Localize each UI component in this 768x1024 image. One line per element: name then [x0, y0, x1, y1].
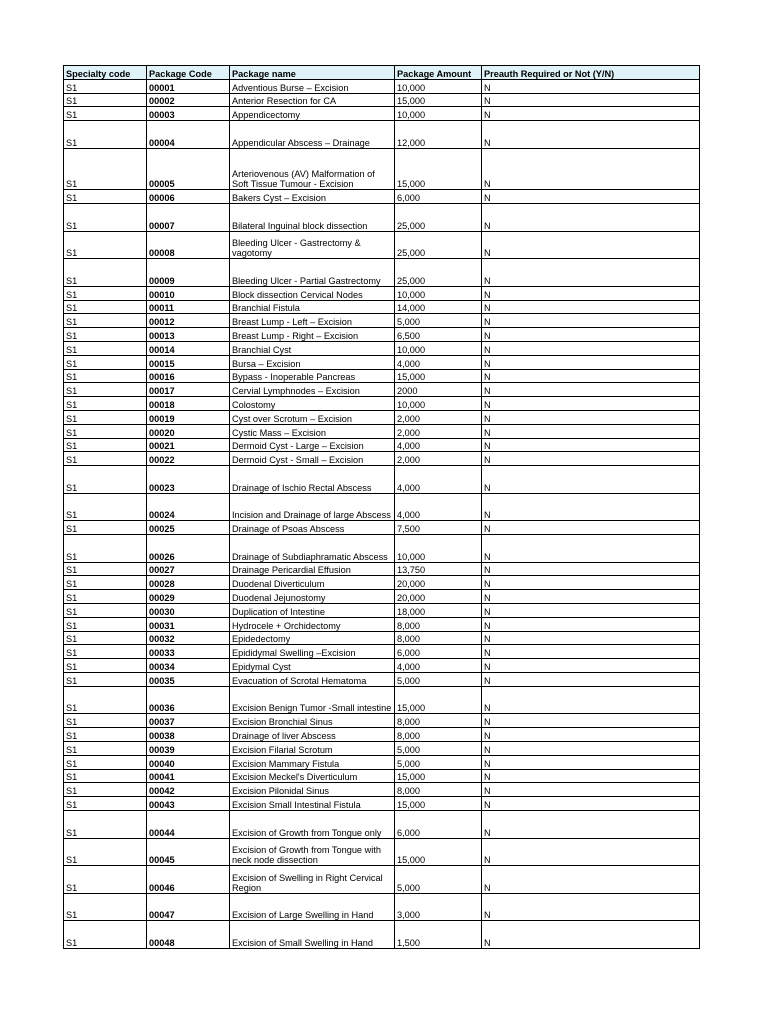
package-amount-cell: 10,000 — [395, 79, 482, 93]
table-row — [64, 838, 700, 866]
preauth-cell: N — [482, 769, 700, 783]
package-code-cell: 00048 — [147, 921, 230, 949]
package-name-cell: Drainage of liver Abscess — [230, 728, 395, 742]
header-preauth: Preauth Required or Not (Y/N) — [482, 66, 700, 80]
package-amount-cell: 20,000 — [395, 576, 482, 590]
package-amount-cell: 15,000 — [395, 769, 482, 783]
package-name-cell: Evacuation of Scrotal Hematoma — [230, 673, 395, 687]
specialty-code-cell: S1 — [64, 231, 147, 259]
preauth-cell: N — [482, 314, 700, 328]
preauth-cell: N — [482, 797, 700, 811]
preauth-cell: N — [482, 355, 700, 369]
preauth-cell: N — [482, 493, 700, 521]
package-name-cell: Branchial Cyst — [230, 341, 395, 355]
specialty-code-cell: S1 — [64, 148, 147, 189]
package-code-cell: 00009 — [147, 259, 230, 287]
table-row — [64, 369, 700, 383]
preauth-cell: N — [482, 838, 700, 866]
package-amount-cell: 4,000 — [395, 493, 482, 521]
table-row — [64, 355, 700, 369]
preauth-cell: N — [482, 466, 700, 494]
package-amount-cell: 10,000 — [395, 286, 482, 300]
package-name-cell: Bypass - Inoperable Pancreas — [230, 369, 395, 383]
package-code-cell: 00014 — [147, 341, 230, 355]
package-amount-cell: 5,000 — [395, 742, 482, 756]
package-code-cell: 00003 — [147, 107, 230, 121]
package-code-cell: 00037 — [147, 714, 230, 728]
package-name-cell: Drainage of Ischio Rectal Abscess — [230, 466, 395, 494]
package-amount-cell: 10,000 — [395, 341, 482, 355]
header-package-code: Package Code — [147, 66, 230, 80]
specialty-code-cell: S1 — [64, 314, 147, 328]
package-name-cell: Appendicectomy — [230, 107, 395, 121]
table-row — [64, 797, 700, 811]
table-row — [64, 203, 700, 231]
table-row — [64, 259, 700, 287]
preauth-cell: N — [482, 79, 700, 93]
specialty-code-cell: S1 — [64, 438, 147, 452]
preauth-cell: N — [482, 893, 700, 921]
package-code-cell: 00034 — [147, 659, 230, 673]
package-name-cell: Excision Pilonidal Sinus — [230, 783, 395, 797]
table-row — [64, 783, 700, 797]
preauth-cell: N — [482, 742, 700, 756]
table-row — [64, 576, 700, 590]
preauth-cell: N — [482, 659, 700, 673]
package-code-cell: 00047 — [147, 893, 230, 921]
package-name-cell: Adventious Burse – Excision — [230, 79, 395, 93]
package-code-cell: 00013 — [147, 328, 230, 342]
package-name-cell: Epidymal Cyst — [230, 659, 395, 673]
preauth-cell: N — [482, 783, 700, 797]
preauth-cell: N — [482, 121, 700, 149]
specialty-code-cell: S1 — [64, 93, 147, 107]
package-name-cell: Excision of Small Swelling in Hand — [230, 921, 395, 949]
package-amount-cell: 5,000 — [395, 866, 482, 894]
specialty-code-cell: S1 — [64, 631, 147, 645]
package-name-cell: Bleeding Ulcer - Partial Gastrectomy — [230, 259, 395, 287]
preauth-cell: N — [482, 452, 700, 466]
specialty-code-cell: S1 — [64, 203, 147, 231]
preauth-cell: N — [482, 631, 700, 645]
specialty-code-cell: S1 — [64, 286, 147, 300]
package-code-cell: 00027 — [147, 562, 230, 576]
package-amount-cell: 8,000 — [395, 783, 482, 797]
table-row — [64, 893, 700, 921]
header-row — [64, 66, 700, 80]
specialty-code-cell: S1 — [64, 521, 147, 535]
table-row — [64, 107, 700, 121]
package-code-cell: 00029 — [147, 590, 230, 604]
package-code-cell: 00008 — [147, 231, 230, 259]
package-amount-cell: 12,000 — [395, 121, 482, 149]
package-code-cell: 00021 — [147, 438, 230, 452]
package-amount-cell: 3,000 — [395, 893, 482, 921]
preauth-cell: N — [482, 673, 700, 687]
package-amount-cell: 2,000 — [395, 410, 482, 424]
preauth-cell: N — [482, 686, 700, 714]
specialty-code-cell: S1 — [64, 493, 147, 521]
package-amount-cell: 15,000 — [395, 369, 482, 383]
specialty-code-cell: S1 — [64, 107, 147, 121]
package-name-cell: Excision Mammary Fistula — [230, 755, 395, 769]
package-code-cell: 00004 — [147, 121, 230, 149]
package-code-cell: 00044 — [147, 811, 230, 839]
package-code-cell: 00002 — [147, 93, 230, 107]
preauth-cell: N — [482, 728, 700, 742]
package-code-cell: 00040 — [147, 755, 230, 769]
table-row — [64, 631, 700, 645]
package-code-cell: 00033 — [147, 645, 230, 659]
package-code-cell: 00032 — [147, 631, 230, 645]
package-amount-cell: 8,000 — [395, 714, 482, 728]
package-amount-cell: 1,500 — [395, 921, 482, 949]
package-code-cell: 00023 — [147, 466, 230, 494]
specialty-code-cell: S1 — [64, 686, 147, 714]
package-code-cell: 00041 — [147, 769, 230, 783]
package-code-cell: 00025 — [147, 521, 230, 535]
package-name-cell: Excision Small Intestinal Fistula — [230, 797, 395, 811]
package-code-cell: 00022 — [147, 452, 230, 466]
package-name-cell: Hydrocele + Orchidectomy — [230, 617, 395, 631]
package-code-cell: 00007 — [147, 203, 230, 231]
table-row — [64, 286, 700, 300]
package-name-cell: Duplication of Intestine — [230, 604, 395, 618]
preauth-cell: N — [482, 521, 700, 535]
specialty-code-cell: S1 — [64, 921, 147, 949]
preauth-cell: N — [482, 93, 700, 107]
preauth-cell: N — [482, 397, 700, 411]
specialty-code-cell: S1 — [64, 714, 147, 728]
package-name-cell: Dermoid Cyst - Small – Excision — [230, 452, 395, 466]
package-code-cell: 00018 — [147, 397, 230, 411]
preauth-cell: N — [482, 369, 700, 383]
package-amount-cell: 10,000 — [395, 107, 482, 121]
package-code-cell: 00019 — [147, 410, 230, 424]
specialty-code-cell: S1 — [64, 728, 147, 742]
preauth-cell: N — [482, 438, 700, 452]
table-row — [64, 811, 700, 839]
package-code-cell: 00030 — [147, 604, 230, 618]
header-package-amount: Package Amount — [395, 66, 482, 80]
package-code-cell: 00001 — [147, 79, 230, 93]
package-amount-cell: 15,000 — [395, 838, 482, 866]
package-amount-cell: 15,000 — [395, 148, 482, 189]
preauth-cell: N — [482, 562, 700, 576]
specialty-code-cell: S1 — [64, 383, 147, 397]
package-code-cell: 00015 — [147, 355, 230, 369]
package-code-cell: 00016 — [147, 369, 230, 383]
table-row — [64, 383, 700, 397]
specialty-code-cell: S1 — [64, 783, 147, 797]
table-row — [64, 535, 700, 563]
specialty-code-cell: S1 — [64, 562, 147, 576]
package-name-cell: Cervial Lymphnodes – Excision — [230, 383, 395, 397]
table-row — [64, 341, 700, 355]
package-name-cell: Breast Lump - Left – Excision — [230, 314, 395, 328]
package-name-cell: Excision Bronchial Sinus — [230, 714, 395, 728]
specialty-code-cell: S1 — [64, 300, 147, 314]
package-code-cell: 00042 — [147, 783, 230, 797]
preauth-cell: N — [482, 811, 700, 839]
package-table — [63, 65, 700, 949]
package-code-cell: 00039 — [147, 742, 230, 756]
preauth-cell: N — [482, 617, 700, 631]
preauth-cell: N — [482, 383, 700, 397]
specialty-code-cell: S1 — [64, 79, 147, 93]
preauth-cell: N — [482, 341, 700, 355]
table-row — [64, 397, 700, 411]
package-amount-cell: 8,000 — [395, 631, 482, 645]
table-row — [64, 410, 700, 424]
preauth-cell: N — [482, 300, 700, 314]
package-code-cell: 00028 — [147, 576, 230, 590]
package-name-cell: Excision of Growth from Tongue with neck node dissection — [230, 838, 395, 866]
preauth-cell: N — [482, 576, 700, 590]
package-name-cell: Breast Lump - Right – Excision — [230, 328, 395, 342]
package-amount-cell: 4,000 — [395, 355, 482, 369]
specialty-code-cell: S1 — [64, 576, 147, 590]
table-row — [64, 728, 700, 742]
package-amount-cell: 6,000 — [395, 811, 482, 839]
package-code-cell: 00031 — [147, 617, 230, 631]
specialty-code-cell: S1 — [64, 466, 147, 494]
package-amount-cell: 4,000 — [395, 659, 482, 673]
preauth-cell: N — [482, 590, 700, 604]
package-amount-cell: 10,000 — [395, 397, 482, 411]
specialty-code-cell: S1 — [64, 535, 147, 563]
package-amount-cell: 20,000 — [395, 590, 482, 604]
package-name-cell: Excision of Growth from Tongue only — [230, 811, 395, 839]
table-row — [64, 93, 700, 107]
package-code-cell: 00010 — [147, 286, 230, 300]
table-row — [64, 493, 700, 521]
table-row — [64, 438, 700, 452]
package-name-cell: Excision Meckel's Diverticulum — [230, 769, 395, 783]
preauth-cell: N — [482, 203, 700, 231]
package-name-cell: Cyst over Scrotum – Excision — [230, 410, 395, 424]
preauth-cell: N — [482, 755, 700, 769]
package-name-cell: Anterior Resection for CA — [230, 93, 395, 107]
table-row — [64, 742, 700, 756]
table-row — [64, 328, 700, 342]
package-amount-cell: 4,000 — [395, 438, 482, 452]
specialty-code-cell: S1 — [64, 769, 147, 783]
package-code-cell: 00005 — [147, 148, 230, 189]
package-name-cell: Drainage of Subdiaphramatic Abscess — [230, 535, 395, 563]
package-amount-cell: 25,000 — [395, 259, 482, 287]
package-code-cell: 00024 — [147, 493, 230, 521]
specialty-code-cell: S1 — [64, 355, 147, 369]
package-code-cell: 00045 — [147, 838, 230, 866]
package-code-cell: 00035 — [147, 673, 230, 687]
package-amount-cell: 25,000 — [395, 231, 482, 259]
table-row — [64, 231, 700, 259]
table-row — [64, 673, 700, 687]
package-name-cell: Cystic Mass – Excision — [230, 424, 395, 438]
preauth-cell: N — [482, 259, 700, 287]
package-amount-cell: 5,000 — [395, 314, 482, 328]
package-amount-cell: 8,000 — [395, 728, 482, 742]
package-name-cell: Arteriovenous (AV) Malformation of Soft Tissue Tumour - Excision — [230, 148, 395, 189]
package-name-cell: Duodenal Diverticulum — [230, 576, 395, 590]
package-name-cell: Drainage of Psoas Abscess — [230, 521, 395, 535]
package-amount-cell: 2,000 — [395, 452, 482, 466]
preauth-cell: N — [482, 286, 700, 300]
preauth-cell: N — [482, 107, 700, 121]
table-row — [64, 521, 700, 535]
preauth-cell: N — [482, 231, 700, 259]
specialty-code-cell: S1 — [64, 190, 147, 204]
specialty-code-cell: S1 — [64, 328, 147, 342]
specialty-code-cell: S1 — [64, 604, 147, 618]
table-row — [64, 604, 700, 618]
specialty-code-cell: S1 — [64, 397, 147, 411]
specialty-code-cell: S1 — [64, 866, 147, 894]
package-name-cell: Block dissection Cervical Nodes — [230, 286, 395, 300]
package-code-cell: 00046 — [147, 866, 230, 894]
table-row — [64, 686, 700, 714]
table-row — [64, 466, 700, 494]
package-name-cell: Bursa – Excision — [230, 355, 395, 369]
package-code-cell: 00012 — [147, 314, 230, 328]
table-row — [64, 424, 700, 438]
preauth-cell: N — [482, 190, 700, 204]
specialty-code-cell: S1 — [64, 369, 147, 383]
package-name-cell: Branchial Fistula — [230, 300, 395, 314]
table-row — [64, 562, 700, 576]
package-name-cell: Dermoid Cyst - Large – Excision — [230, 438, 395, 452]
specialty-code-cell: S1 — [64, 659, 147, 673]
package-name-cell: Bilateral Inguinal block dissection — [230, 203, 395, 231]
specialty-code-cell: S1 — [64, 797, 147, 811]
package-name-cell: Incision and Drainage of large Abscess — [230, 493, 395, 521]
table-row — [64, 314, 700, 328]
package-amount-cell: 7,500 — [395, 521, 482, 535]
table-row — [64, 645, 700, 659]
package-name-cell: Bakers Cyst – Excision — [230, 190, 395, 204]
package-name-cell: Bleeding Ulcer - Gastrectomy & vagotomy — [230, 231, 395, 259]
package-code-cell: 00020 — [147, 424, 230, 438]
package-amount-cell: 15,000 — [395, 93, 482, 107]
package-amount-cell: 13,750 — [395, 562, 482, 576]
package-amount-cell: 8,000 — [395, 617, 482, 631]
table-row — [64, 590, 700, 604]
package-amount-cell: 10,000 — [395, 535, 482, 563]
specialty-code-cell: S1 — [64, 811, 147, 839]
package-name-cell: Appendicular Abscess – Drainage — [230, 121, 395, 149]
preauth-cell: N — [482, 714, 700, 728]
package-amount-cell: 6,000 — [395, 190, 482, 204]
table-row — [64, 79, 700, 93]
table-row — [64, 300, 700, 314]
preauth-cell: N — [482, 410, 700, 424]
table-row — [64, 659, 700, 673]
table-row — [64, 755, 700, 769]
specialty-code-cell: S1 — [64, 590, 147, 604]
package-amount-cell: 6,000 — [395, 645, 482, 659]
preauth-cell: N — [482, 604, 700, 618]
specialty-code-cell: S1 — [64, 893, 147, 921]
package-name-cell: Drainage Pericardial Effusion — [230, 562, 395, 576]
package-name-cell: Excision of Swelling in Right Cervical Region — [230, 866, 395, 894]
package-amount-cell: 15,000 — [395, 797, 482, 811]
specialty-code-cell: S1 — [64, 341, 147, 355]
table-body — [64, 79, 700, 948]
table-row — [64, 617, 700, 631]
package-amount-cell: 14,000 — [395, 300, 482, 314]
specialty-code-cell: S1 — [64, 452, 147, 466]
specialty-code-cell: S1 — [64, 673, 147, 687]
header-package-name: Package name — [230, 66, 395, 80]
table-row — [64, 866, 700, 894]
preauth-cell: N — [482, 535, 700, 563]
specialty-code-cell: S1 — [64, 410, 147, 424]
package-amount-cell: 2000 — [395, 383, 482, 397]
specialty-code-cell: S1 — [64, 742, 147, 756]
package-name-cell: Epididymal Swelling –Excision — [230, 645, 395, 659]
package-name-cell: Excision Filarial Scrotum — [230, 742, 395, 756]
package-code-cell: 00038 — [147, 728, 230, 742]
preauth-cell: N — [482, 424, 700, 438]
preauth-cell: N — [482, 921, 700, 949]
table-row — [64, 148, 700, 189]
table-row — [64, 769, 700, 783]
package-code-cell: 00036 — [147, 686, 230, 714]
package-name-cell: Excision Benign Tumor -Small intestine — [230, 686, 395, 714]
package-amount-cell: 5,000 — [395, 673, 482, 687]
preauth-cell: N — [482, 328, 700, 342]
specialty-code-cell: S1 — [64, 755, 147, 769]
package-code-cell: 00006 — [147, 190, 230, 204]
table-row — [64, 190, 700, 204]
table-row — [64, 921, 700, 949]
table-row — [64, 452, 700, 466]
specialty-code-cell: S1 — [64, 121, 147, 149]
package-amount-cell: 18,000 — [395, 604, 482, 618]
package-code-cell: 00011 — [147, 300, 230, 314]
header-specialty-code: Specialty code — [64, 66, 147, 80]
preauth-cell: N — [482, 148, 700, 189]
package-name-cell: Epidedectomy — [230, 631, 395, 645]
package-amount-cell: 6,500 — [395, 328, 482, 342]
package-amount-cell: 25,000 — [395, 203, 482, 231]
package-amount-cell: 15,000 — [395, 686, 482, 714]
specialty-code-cell: S1 — [64, 645, 147, 659]
package-amount-cell: 2,000 — [395, 424, 482, 438]
table-row — [64, 121, 700, 149]
table-row — [64, 714, 700, 728]
specialty-code-cell: S1 — [64, 617, 147, 631]
package-name-cell: Colostomy — [230, 397, 395, 411]
specialty-code-cell: S1 — [64, 838, 147, 866]
package-code-cell: 00026 — [147, 535, 230, 563]
preauth-cell: N — [482, 645, 700, 659]
package-name-cell: Duodenal Jejunostomy — [230, 590, 395, 604]
package-amount-cell: 5,000 — [395, 755, 482, 769]
package-name-cell: Excision of Large Swelling in Hand — [230, 893, 395, 921]
preauth-cell: N — [482, 866, 700, 894]
package-code-cell: 00043 — [147, 797, 230, 811]
package-code-cell: 00017 — [147, 383, 230, 397]
specialty-code-cell: S1 — [64, 259, 147, 287]
package-amount-cell: 4,000 — [395, 466, 482, 494]
specialty-code-cell: S1 — [64, 424, 147, 438]
